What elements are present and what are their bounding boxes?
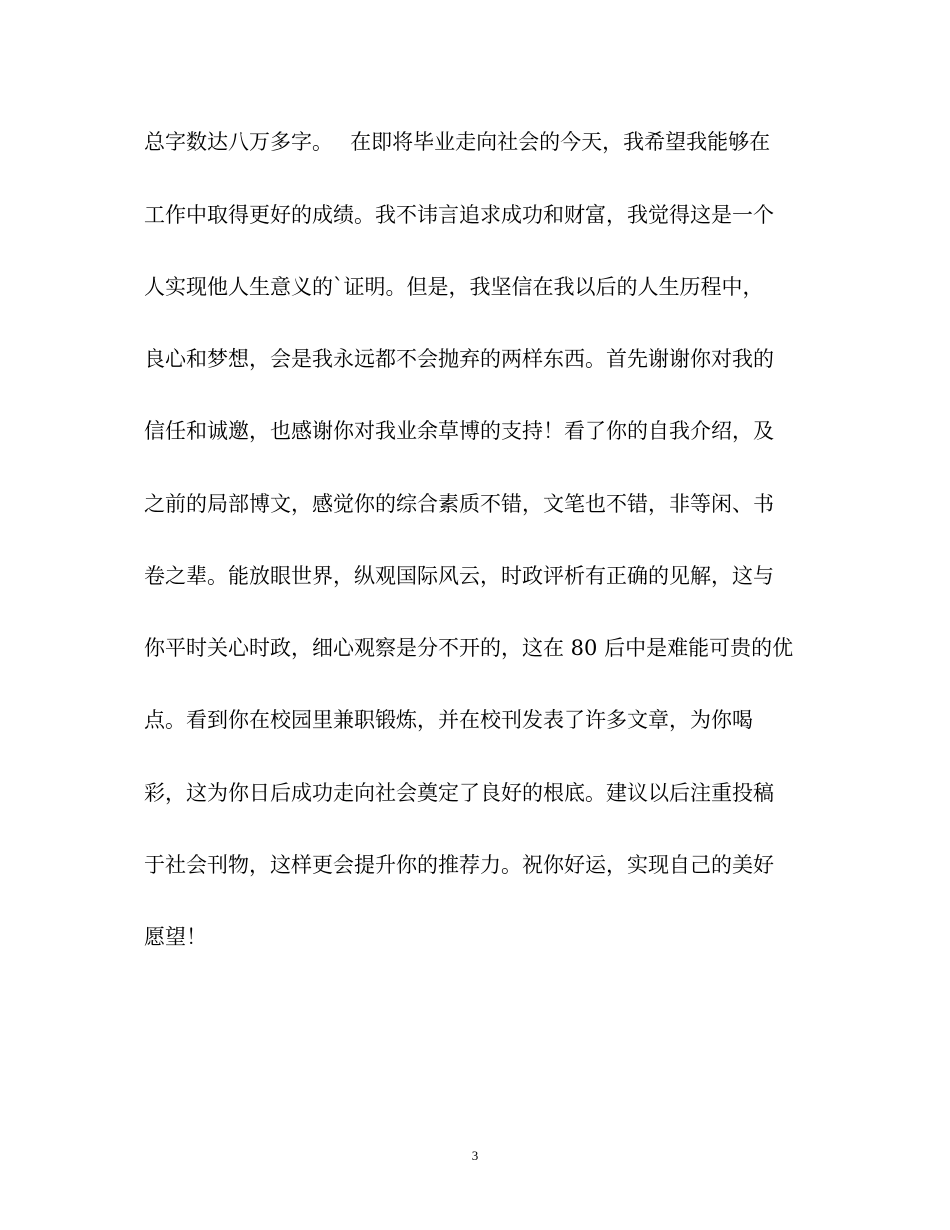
body-text-line: 人实现他人生意义的`证明。但是，我坚信在我以后的人生历程中， xyxy=(144,275,764,299)
body-text-line: 愿望！ xyxy=(144,925,207,949)
body-text-line: 工作中取得更好的成绩。我不讳言追求成功和财富，我觉得这是一个 xyxy=(144,203,774,227)
body-text-line: 你平时关心时政，细心观察是分不开的，这在 80 后中是难能可贵的优 xyxy=(144,636,794,660)
body-text-line: 总字数达八万多字。 在即将毕业走向社会的今天，我希望我能够在 xyxy=(144,130,771,154)
body-text-line: 之前的局部博文，感觉你的综合素质不错，文笔也不错，非等闲、书 xyxy=(144,492,774,516)
body-text-line: 卷之辈。能放眼世界，纵观国际风云，时政评析有正确的见解，这与 xyxy=(144,564,774,588)
body-text-line: 彩，这为你日后成功走向社会奠定了良好的根底。建议以后注重投稿 xyxy=(144,781,774,805)
body-text-line: 点。看到你在校园里兼职锻炼，并在校刊发表了许多文章，为你喝 xyxy=(144,708,753,732)
page-number: 3 xyxy=(471,1148,479,1163)
body-text-line: 于社会刊物，这样更会提升你的推荐力。祝你好运，实现自己的美好 xyxy=(144,853,774,877)
body-text-line: 信任和诚邀，也感谢你对我业余草博的支持！看了你的自我介绍，及 xyxy=(144,419,774,443)
body-text-line: 良心和梦想，会是我永远都不会抛弃的两样东西。首先谢谢你对我的 xyxy=(144,347,774,371)
